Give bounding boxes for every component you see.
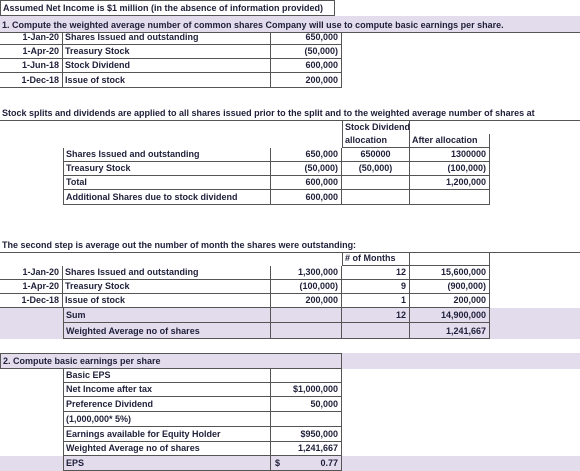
table-header-row: [0, 120, 580, 134]
weighted-cell[interactable]: (900,000): [410, 280, 490, 294]
amount-cell[interactable]: 200,000: [271, 73, 342, 88]
amount-cell[interactable]: [271, 412, 342, 427]
item-cell[interactable]: Additional Shares due to stock dividend: [63, 190, 271, 205]
allocation-cell[interactable]: 650000: [342, 148, 410, 162]
amount-cell[interactable]: 200,000: [271, 294, 342, 308]
average-title-cell[interactable]: [0, 237, 580, 253]
dividend-header-line1: Stock Dividend: [342, 120, 410, 134]
row-assumption: [0, 0, 580, 16]
after-allocation-header: After allocation: [410, 134, 490, 148]
table-header-row: [0, 134, 580, 148]
weighted-average-row: [0, 323, 580, 339]
eps-row: [0, 456, 580, 471]
table-row: [0, 162, 580, 176]
row-step1-title: [0, 16, 580, 32]
table-row: [0, 190, 580, 205]
item-cell[interactable]: Issue of stock: [63, 294, 271, 308]
table-row: [0, 442, 580, 456]
allocation-cell[interactable]: [342, 176, 410, 190]
sum-row: [0, 308, 580, 323]
amount-cell[interactable]: 650,000: [271, 32, 342, 45]
amount-cell[interactable]: (50,000): [271, 162, 342, 176]
amount-cell[interactable]: (50,000): [271, 45, 342, 59]
weighted-cell[interactable]: 15,600,000: [410, 266, 490, 280]
date-cell[interactable]: 1-Jun-18: [0, 59, 63, 73]
months-cell[interactable]: 9: [342, 280, 410, 294]
date-cell[interactable]: 1-Apr-20: [0, 45, 63, 59]
item-cell[interactable]: Preference Dividend: [63, 397, 271, 412]
amount-cell[interactable]: (100,000): [271, 280, 342, 294]
table-row: [0, 397, 580, 412]
table-row: [0, 32, 580, 45]
item-cell[interactable]: Treasury Stock: [63, 280, 271, 294]
wavg-label-cell[interactable]: Weighted Average no of shares: [63, 323, 271, 339]
dividend-header-line2: allocation: [342, 134, 410, 148]
average-title: The second step is average out the number of month the shares were outstanding:: [2, 240, 357, 250]
date-cell[interactable]: 1-Apr-20: [0, 280, 63, 294]
amount-cell[interactable]: $1,000,000: [271, 383, 342, 397]
table-row: [0, 369, 580, 383]
amount-cell[interactable]: $950,000: [271, 427, 342, 442]
eps-title: 2. Compute basic earnings per share: [3, 356, 161, 366]
amount-cell[interactable]: 50,000: [271, 397, 342, 412]
amount-cell[interactable]: 600,000: [271, 176, 342, 190]
blank-header: [410, 252, 490, 266]
date-cell[interactable]: 1-Jan-20: [0, 32, 63, 45]
item-cell[interactable]: Issue of stock: [63, 73, 271, 88]
item-cell[interactable]: Basic EPS: [63, 369, 271, 383]
eps-value: 0.77: [320, 458, 338, 468]
table-row: [0, 73, 580, 88]
item-cell[interactable]: Weighted Average no of shares: [63, 442, 271, 456]
item-cell[interactable]: Treasury Stock: [63, 162, 271, 176]
assumption-text: Assumed Net Income is $1 million (in the absence of information provided): [3, 3, 324, 13]
table-row: [0, 59, 580, 73]
weighted-cell[interactable]: 200,000: [410, 294, 490, 308]
amount-cell[interactable]: 650,000: [271, 148, 342, 162]
sum-label-cell[interactable]: Sum: [63, 308, 271, 323]
wavg-value-cell[interactable]: 1,241,667: [410, 323, 490, 339]
date-cell[interactable]: 1-Dec-18: [0, 294, 63, 308]
eps-value-cell[interactable]: [271, 456, 342, 471]
item-cell[interactable]: Stock Dividend: [63, 59, 271, 73]
months-cell[interactable]: 1: [342, 294, 410, 308]
item-cell[interactable]: Treasury Stock: [63, 45, 271, 59]
row-splits-title: [0, 105, 580, 120]
date-cell[interactable]: 1-Jan-20: [0, 266, 63, 280]
date-cell[interactable]: 1-Dec-18: [0, 73, 63, 88]
amount-cell[interactable]: 600,000: [271, 59, 342, 73]
amount-cell[interactable]: [271, 369, 342, 383]
allocation-cell[interactable]: [342, 190, 410, 205]
table-header-row: [0, 252, 580, 266]
sum-amount-cell[interactable]: [271, 308, 342, 323]
amount-cell[interactable]: 600,000: [271, 190, 342, 205]
amount-cell[interactable]: 1,300,000: [271, 266, 342, 280]
item-cell[interactable]: Net Income after tax: [63, 383, 271, 397]
item-cell[interactable]: Total: [63, 176, 271, 190]
table-row: [0, 412, 580, 427]
item-cell[interactable]: (1,000,000* 5%): [63, 412, 271, 427]
table-row: [0, 176, 580, 190]
table-row: [0, 383, 580, 397]
item-cell[interactable]: Shares Issued and outstanding: [63, 148, 271, 162]
eps-title-cell[interactable]: [0, 353, 342, 369]
table-row: [0, 148, 580, 162]
item-cell[interactable]: Shares Issued and outstanding: [63, 266, 271, 280]
allocation-cell[interactable]: (50,000): [342, 162, 410, 176]
splits-title: Stock splits and dividends are applied to all shares issued prior to the split and to the weighted average number of shares at: [2, 108, 535, 118]
item-cell[interactable]: Earnings available for Equity Holder: [63, 427, 271, 442]
step1-title-cell[interactable]: [0, 16, 580, 33]
table-row: [0, 294, 580, 308]
table-row: [0, 280, 580, 294]
table-row: [0, 45, 580, 59]
after-cell[interactable]: 1,200,000: [410, 176, 490, 190]
after-cell[interactable]: (100,000): [410, 162, 490, 176]
table-row: [0, 266, 580, 280]
sum-value-cell[interactable]: 14,900,000: [410, 308, 490, 323]
eps-label-cell[interactable]: EPS: [63, 456, 271, 471]
eps-currency: $: [275, 458, 281, 468]
row-eps-title: [0, 353, 580, 369]
splits-title-cell[interactable]: [0, 105, 580, 121]
months-header: # of Months: [342, 252, 410, 266]
months-cell[interactable]: 12: [342, 266, 410, 280]
item-cell[interactable]: Shares Issued and outstanding: [63, 32, 271, 45]
wavg-months-cell[interactable]: [342, 323, 410, 339]
assumption-cell[interactable]: [0, 0, 335, 16]
amount-cell[interactable]: 1,241,667: [271, 442, 342, 456]
step1-title: 1. Compute the weighted average number of common shares Company will use to compute basic earnings per share.: [2, 20, 504, 30]
after-cell[interactable]: [410, 190, 490, 205]
table-row: [0, 427, 580, 442]
row-average-title: [0, 237, 580, 252]
sum-months-cell[interactable]: 12: [342, 308, 410, 323]
after-cell[interactable]: 1300000: [410, 148, 490, 162]
wavg-amount-cell[interactable]: [271, 323, 342, 339]
